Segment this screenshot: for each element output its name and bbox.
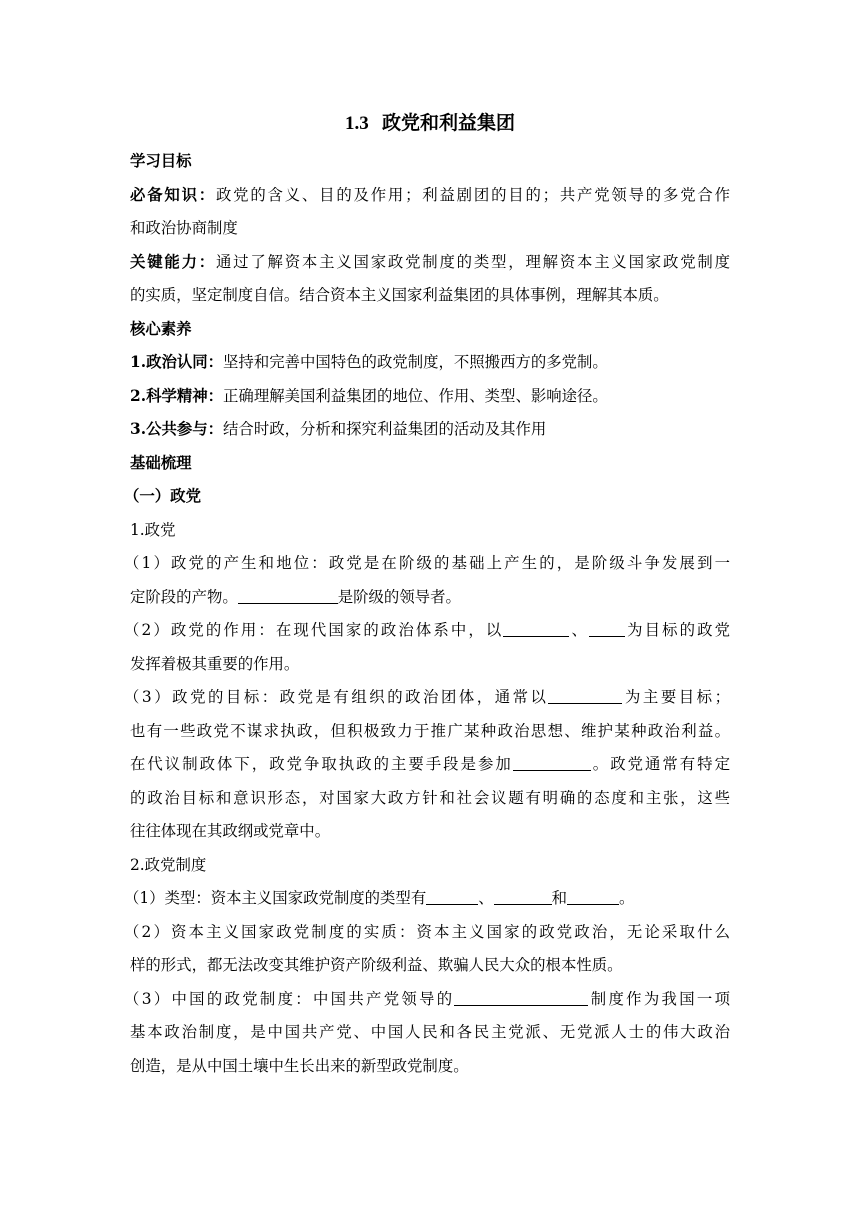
fill-blank[interactable] — [454, 987, 588, 1006]
knowledge-line-1: 必备知识：政党的含义、目的及作用；利益剧团的目的；共产党领导的多党合作 — [130, 185, 730, 204]
item-2-line-1: （2）资本主义国家政党制度的实质：资本主义国家的政党政治，无论采取什么 — [124, 922, 730, 941]
item-3-line-2: 基本政治制度，是中国共产党、中国人民和各民主党派、无党派人士的伟大政治 — [130, 1023, 730, 1041]
para-3-line-2: 也有一些政党不谋求执政，但积极致力于推广某种政治思想、维护某种政治利益。 — [130, 721, 730, 740]
fill-blank[interactable] — [548, 685, 622, 704]
para-1-line-1: （1）政党的产生和地位：政党是在阶级的基础上产生的，是阶级斗争发展到一 — [124, 554, 730, 572]
subheading-party-system: 2.政党制度 — [130, 855, 207, 874]
para-3-line-5: 往往体现在其政纲或党章中。 — [130, 822, 331, 840]
heading-basics: 基础梳理 — [130, 453, 192, 472]
fill-blank[interactable] — [494, 886, 552, 905]
para-2-line-1: （2）政党的作用：在现代国家的政治体系中，以 、 为目标的政党 — [124, 614, 730, 648]
item-3-line-1: （3）中国的政党制度：中国共产党领导的 制度作为我国一项 — [124, 983, 730, 1017]
item-1-types: （1）类型：资本主义国家政党制度的类型有 、 和 。 — [124, 882, 730, 916]
fill-blank[interactable] — [513, 752, 591, 771]
ability-line-1: 关键能力：通过了解资本主义国家政党制度的类型，理解资本主义国家政党制度 — [130, 252, 730, 271]
heading-core: 核心素养 — [130, 319, 192, 338]
core-item-1: 1.政治认同：坚持和完善中国特色的政党制度，不照搬西方的多党制。 — [130, 353, 608, 371]
fill-blank[interactable] — [503, 618, 569, 637]
heading-study-goals: 学习目标 — [130, 152, 192, 170]
para-1-line-2: 定阶段的产物。 是阶级的领导者。 — [130, 581, 730, 615]
page-title: 1.3 政党和利益集团 — [345, 112, 515, 134]
section-heading-1: （一）政党 — [124, 487, 201, 505]
item-2-line-2: 样的形式，都无法改变其维护资产阶级利益、欺骗人民大众的根本性质。 — [130, 956, 623, 974]
item-3-line-3: 创造，是从中国土壤中生长出来的新型政党制度。 — [130, 1056, 469, 1075]
ability-line-2: 的实质，坚定制度自信。结合资本主义国家利益集团的具体事例，理解其本质。 — [130, 286, 669, 304]
core-item-3: 3.公共参与：结合时政，分析和探究利益集团的活动及其作用 — [130, 420, 547, 438]
core-item-2: 2.科学精神：正确理解美国利益集团的地位、作用、类型、影响途径。 — [130, 386, 608, 405]
para-2-line-2: 发挥着极其重要的作用。 — [130, 654, 300, 673]
knowledge-line-2: 和政治协商制度 — [130, 219, 238, 237]
fill-blank[interactable] — [589, 618, 625, 637]
para-3-line-4: 的政治目标和意识形态，对国家大政方针和社会议题有明确的态度和主张，这些 — [130, 788, 730, 807]
fill-blank[interactable] — [238, 585, 338, 604]
subheading-party: 1.政党 — [130, 520, 176, 539]
fill-blank[interactable] — [567, 886, 619, 905]
para-3-line-3: 在代议制政体下，政党争取执政的主要手段是参加 。政党通常有特定 — [130, 748, 730, 782]
document-page — [124, 110, 730, 1083]
para-3-line-1: （3）政党的目标：政党是有组织的政治团体，通常以 为主要目标； — [124, 681, 730, 715]
fill-blank[interactable] — [426, 886, 478, 905]
